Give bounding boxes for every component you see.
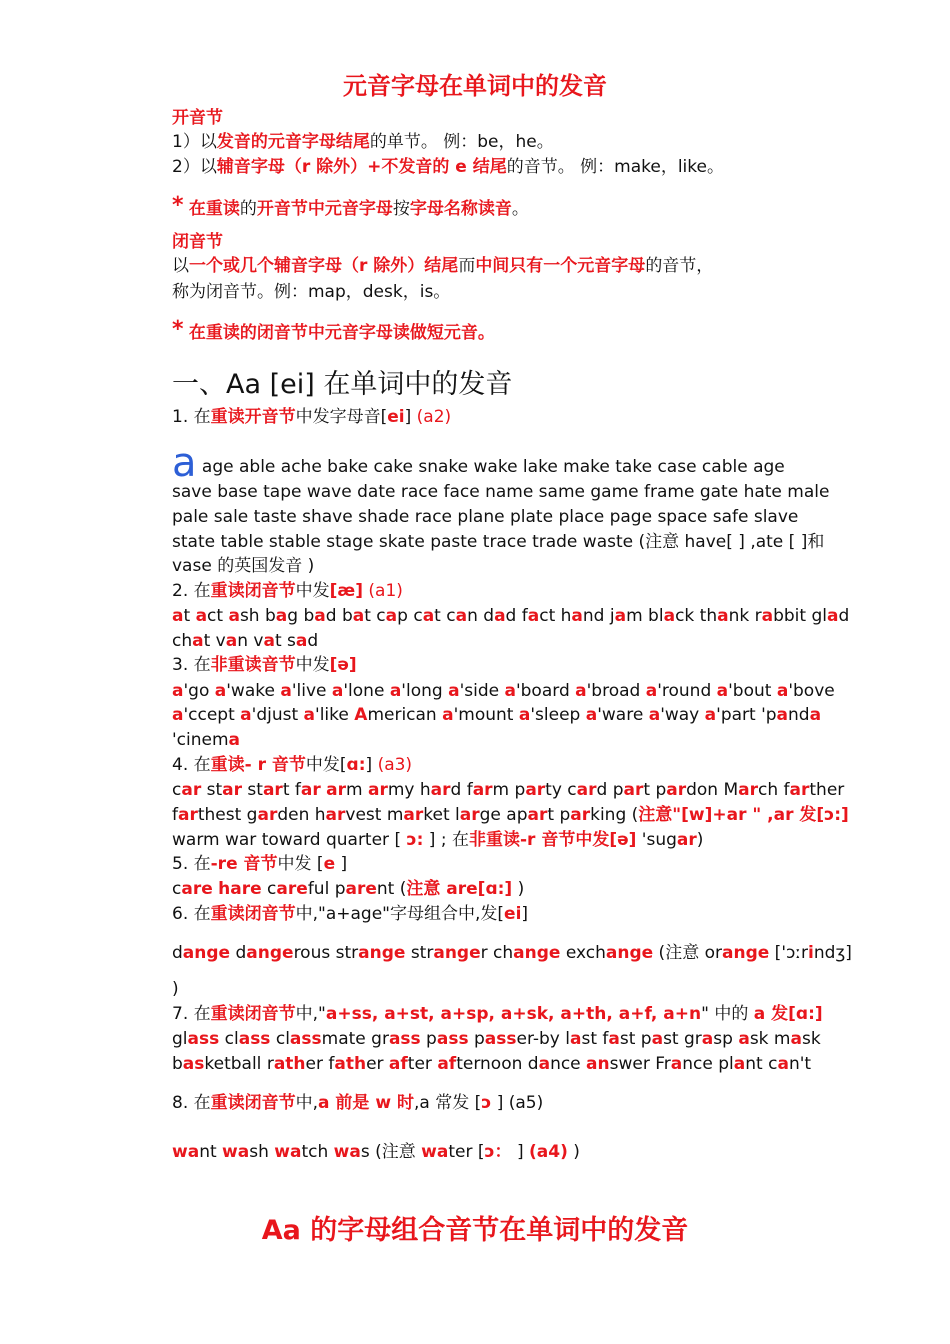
highlighted-letters: a bbox=[448, 681, 460, 701]
plain-text: tch bbox=[301, 1142, 334, 1162]
plain-text: king ( bbox=[590, 805, 639, 825]
highlighted-letters: ath bbox=[273, 1054, 306, 1074]
highlighted-letters: a bbox=[704, 705, 717, 725]
rule-4: 4. 在重读- r 音节中发[ɑ:] (a3) bbox=[172, 755, 413, 775]
highlighted-letters: a bbox=[776, 681, 789, 701]
open-syllable-note: * 在重读的开音节中元音字母按字母名称读音。 bbox=[172, 193, 529, 219]
highlighted-letters: a bbox=[670, 1054, 683, 1074]
highlighted-letters: are bbox=[345, 879, 377, 899]
highlighted-letters: a bbox=[733, 1054, 746, 1074]
rule-1: 1. 在重读开音节中发字母音[ei] (a2) bbox=[172, 407, 452, 427]
plain-text: exch bbox=[560, 943, 606, 963]
word-line-3: pale sale taste shave shade race plane plate place page space safe slave bbox=[172, 507, 799, 527]
plain-text: ct h bbox=[539, 606, 572, 626]
highlighted-letters: hare bbox=[218, 879, 262, 899]
plain-text: ther bbox=[809, 780, 845, 800]
highlighted-letters: a bbox=[389, 681, 402, 701]
big-letter-a: a bbox=[172, 440, 197, 486]
highlighted-letters: a bbox=[295, 631, 308, 651]
highlighted-letters: ange bbox=[246, 943, 294, 963]
plain-text: f bbox=[172, 805, 178, 825]
plain-text: st gr bbox=[663, 1029, 702, 1049]
highlighted-letters: 注意 are[ɑ:] bbox=[406, 879, 513, 899]
highlighted-letters: a bbox=[777, 1054, 789, 1074]
word-line-8 bbox=[172, 679, 835, 703]
highlighted-letters: a bbox=[331, 681, 344, 701]
highlighted-letters: a bbox=[263, 631, 275, 651]
highlighted-letters: ar bbox=[623, 780, 644, 800]
highlighted-letters: ange bbox=[182, 943, 231, 963]
plain-text: 'part 'p bbox=[716, 705, 777, 725]
plain-text: r ch bbox=[480, 943, 514, 963]
highlighted-letters: an bbox=[586, 1054, 610, 1074]
asterisk-icon: * bbox=[172, 317, 184, 342]
plain-text: m bl bbox=[626, 606, 664, 626]
word-line-19 bbox=[172, 1140, 580, 1164]
highlighted-letters: wa bbox=[333, 1142, 361, 1162]
highlighted-letters: a bbox=[701, 1029, 714, 1049]
open-syllable-heading: 开音节 bbox=[172, 108, 223, 128]
highlighted-letters: ar bbox=[403, 805, 424, 825]
bottom-title: Aa 的字母组合音节在单词中的发音 bbox=[261, 1215, 689, 1246]
plain-text: d b bbox=[325, 606, 353, 626]
highlighted-letters: a bbox=[422, 606, 435, 626]
plain-text: 'round bbox=[657, 681, 717, 701]
highlighted-letters: a bbox=[776, 705, 789, 725]
plain-text: rous str bbox=[293, 943, 359, 963]
highlighted-letters: ath bbox=[334, 1054, 367, 1074]
highlighted-letters: af bbox=[437, 1054, 457, 1074]
open-syllable-line-1: 1）以发音的元音字母结尾的单节。 例：be，he。 bbox=[172, 132, 554, 152]
highlighted-letters: a bbox=[172, 705, 184, 725]
highlighted-letters: ar bbox=[472, 780, 493, 800]
plain-text: n d bbox=[467, 606, 495, 626]
word-line-10 bbox=[172, 728, 240, 752]
plain-text: mate gr bbox=[321, 1029, 389, 1049]
plain-text: d f bbox=[505, 606, 528, 626]
plain-text: sh b bbox=[239, 606, 276, 626]
plain-text: don M bbox=[686, 780, 739, 800]
plain-text: ) bbox=[567, 1142, 580, 1162]
plain-text: nce pl bbox=[682, 1054, 734, 1074]
highlighted-letters: a bbox=[228, 606, 240, 626]
plain-text: ) bbox=[512, 879, 525, 899]
highlighted-letters: ar bbox=[525, 780, 546, 800]
plain-text: ch f bbox=[758, 780, 790, 800]
plain-text: sk bbox=[801, 1029, 821, 1049]
plain-text: nk r bbox=[728, 606, 762, 626]
highlighted-letters: a bbox=[527, 606, 540, 626]
plain-text: d bbox=[307, 631, 319, 651]
plain-text: 'bout bbox=[728, 681, 777, 701]
highlighted-letters: A bbox=[354, 705, 368, 725]
plain-text: ndʒ] bbox=[813, 943, 852, 963]
highlighted-letters: wa bbox=[274, 1142, 302, 1162]
plain-text: 'mount bbox=[453, 705, 519, 725]
highlighted-letters: a bbox=[195, 606, 208, 626]
plain-text: c bbox=[261, 879, 277, 899]
highlighted-letters: ar bbox=[262, 780, 283, 800]
plain-text: ket l bbox=[423, 805, 460, 825]
highlighted-letters: a bbox=[314, 606, 326, 626]
highlighted-letters: a bbox=[571, 606, 583, 626]
plain-text: 'live bbox=[291, 681, 332, 701]
highlighted-letters: a bbox=[303, 705, 316, 725]
highlighted-letters: a bbox=[826, 606, 839, 626]
highlighted-letters: a bbox=[809, 705, 822, 725]
plain-text: s (注意 bbox=[360, 1142, 422, 1162]
rule-8: 8. 在重读闭音节中,a 前是 w 时,a 常发 [ɔ ] (a5) bbox=[172, 1093, 544, 1113]
highlighted-letters: a bbox=[717, 606, 729, 626]
highlighted-letters: a bbox=[192, 631, 204, 651]
closed-syllable-note: * 在重读的闭音节中元音字母读做短元音。 bbox=[172, 317, 495, 343]
plain-text: nt bbox=[199, 1142, 223, 1162]
plain-text: t p bbox=[547, 805, 571, 825]
word-line-9 bbox=[172, 703, 821, 727]
highlighted-letters: are bbox=[276, 879, 308, 899]
highlighted-letters: ar bbox=[789, 780, 810, 800]
highlighted-letters: ar bbox=[222, 780, 243, 800]
highlighted-letters: ar bbox=[325, 805, 346, 825]
plain-text: 'bove bbox=[788, 681, 835, 701]
highlighted-letters: a bbox=[504, 681, 516, 701]
plain-text: thest g bbox=[197, 805, 258, 825]
asterisk-icon: * bbox=[172, 193, 184, 218]
plain-text: sk m bbox=[749, 1029, 791, 1049]
highlighted-letters: ar bbox=[367, 780, 388, 800]
plain-text: er f bbox=[305, 1054, 335, 1074]
highlighted-letters: 注意"[w]+ar " ,ar 发[ɔ:] bbox=[638, 805, 849, 825]
plain-text: cl bbox=[219, 1029, 239, 1049]
plain-text: m p bbox=[492, 780, 526, 800]
word-line-18 bbox=[172, 1052, 811, 1076]
plain-text: 'like bbox=[315, 705, 355, 725]
plain-text: er-by l bbox=[516, 1029, 570, 1049]
highlighted-letters: a bbox=[172, 681, 184, 701]
plain-text: t c bbox=[364, 606, 386, 626]
highlighted-letters: a bbox=[240, 705, 252, 725]
plain-text: t p bbox=[643, 780, 667, 800]
highlighted-letters: a bbox=[352, 606, 365, 626]
highlighted-letters: a bbox=[494, 606, 506, 626]
word-line-15 bbox=[172, 941, 852, 965]
plain-text: d bbox=[838, 606, 850, 626]
plain-text: 'cinem bbox=[172, 730, 229, 750]
plain-text: st f bbox=[581, 1029, 609, 1049]
plain-text: nd j bbox=[582, 606, 615, 626]
highlighted-letters: a bbox=[455, 606, 468, 626]
plain-text: sh bbox=[249, 1142, 275, 1162]
plain-text: 'sleep bbox=[530, 705, 586, 725]
plain-text: ['ɔːr bbox=[769, 943, 809, 963]
plain-text: nt c bbox=[745, 1054, 778, 1074]
plain-text: 'ware bbox=[597, 705, 649, 725]
highlighted-letters: a bbox=[645, 681, 658, 701]
highlighted-letters: ar bbox=[300, 780, 321, 800]
plain-text: nce bbox=[550, 1054, 587, 1074]
plain-text: ful p bbox=[307, 879, 346, 899]
highlighted-letters: ar bbox=[181, 780, 202, 800]
word-line-7 bbox=[172, 629, 318, 653]
highlighted-letters: a bbox=[442, 705, 454, 725]
plain-text: ketball r bbox=[204, 1054, 274, 1074]
plain-text: b bbox=[172, 1054, 183, 1074]
highlighted-letters: a bbox=[608, 1029, 620, 1049]
rule-2: 2. 在重读闭音节中发[æ] (a1) bbox=[172, 581, 403, 601]
highlighted-letters: ass bbox=[187, 1029, 220, 1049]
plain-text: vest m bbox=[345, 805, 404, 825]
highlighted-letters: wa bbox=[421, 1142, 449, 1162]
plain-text: swer Fr bbox=[609, 1054, 671, 1074]
plain-text: er bbox=[366, 1054, 389, 1074]
highlighted-letters: ass bbox=[289, 1029, 322, 1049]
highlighted-letters: a bbox=[648, 705, 661, 725]
word-line-11 bbox=[172, 778, 844, 802]
highlighted-letters: a bbox=[569, 1029, 582, 1049]
plain-text: 'long bbox=[401, 681, 449, 701]
plain-text: ck th bbox=[675, 606, 718, 626]
closed-syllable-heading: 闭音节 bbox=[172, 232, 223, 252]
plain-text: t bbox=[183, 606, 196, 626]
plain-text: ter bbox=[407, 1054, 438, 1074]
plain-text: 'go bbox=[183, 681, 215, 701]
highlighted-letters: a bbox=[214, 681, 227, 701]
plain-text: 'djust bbox=[251, 705, 304, 725]
plain-text: t c bbox=[434, 606, 456, 626]
highlighted-letters: ass bbox=[436, 1029, 469, 1049]
plain-text: my h bbox=[387, 780, 431, 800]
word-line-5: vase 的英国发音 ) bbox=[172, 556, 315, 576]
plain-text: st bbox=[242, 780, 263, 800]
plain-text: n't bbox=[788, 1054, 812, 1074]
highlighted-letters: i bbox=[808, 943, 814, 963]
plain-text: 'way bbox=[660, 705, 705, 725]
highlighted-letters: as bbox=[182, 1054, 205, 1074]
highlighted-letters: a bbox=[228, 730, 241, 750]
plain-text: g b bbox=[287, 606, 315, 626]
plain-text: p bbox=[420, 1029, 437, 1049]
plain-text: ternoon d bbox=[456, 1054, 539, 1074]
rule-5: 5. 在-re 音节中发 [e ] bbox=[172, 854, 348, 874]
plain-text: gl bbox=[172, 1029, 188, 1049]
plain-text: c bbox=[172, 780, 182, 800]
page-title: 元音字母在单词中的发音 bbox=[343, 72, 607, 100]
highlighted-letters: a bbox=[738, 1029, 750, 1049]
plain-text: nt ( bbox=[376, 879, 407, 899]
highlighted-letters: wa bbox=[172, 1142, 200, 1162]
highlighted-letters: ar bbox=[178, 805, 198, 825]
plain-text: merican bbox=[367, 705, 443, 725]
word-line-4: state table stable stage skate paste trace trade waste (注意 have[ ] ,ate [ ]和 bbox=[172, 532, 825, 552]
highlighted-letters: ar bbox=[576, 780, 597, 800]
highlighted-letters: a bbox=[651, 1029, 664, 1049]
plain-text: 'ccept bbox=[183, 705, 241, 725]
plain-text: sp bbox=[713, 1029, 739, 1049]
highlighted-letters: a bbox=[172, 606, 184, 626]
word-line-12 bbox=[172, 803, 849, 827]
plain-text: st bbox=[201, 780, 223, 800]
plain-text: ct bbox=[207, 606, 229, 626]
word-line-16: ) bbox=[172, 979, 179, 999]
highlighted-letters: ange bbox=[358, 943, 406, 963]
highlighted-letters: ɔ： bbox=[484, 1142, 512, 1162]
plain-text: t f bbox=[282, 780, 301, 800]
plain-text: st p bbox=[619, 1029, 652, 1049]
highlighted-letters: a bbox=[761, 606, 774, 626]
rule-3: 3. 在非重读音节中发[ə] bbox=[172, 655, 357, 675]
word-line-14 bbox=[172, 877, 524, 901]
highlighted-letters: (a4) bbox=[529, 1142, 568, 1162]
plain-text: ty c bbox=[545, 780, 577, 800]
highlighted-letters: ar bbox=[527, 805, 548, 825]
word-line-17 bbox=[172, 1027, 821, 1051]
highlighted-letters: ar bbox=[666, 780, 687, 800]
plain-text: 'lone bbox=[343, 681, 390, 701]
plain-text: ch bbox=[172, 631, 193, 651]
closed-syllable-line-2: 称为闭音节。例：map，desk，is。 bbox=[172, 282, 451, 302]
highlighted-letters: ass bbox=[238, 1029, 271, 1049]
highlighted-letters: ar bbox=[459, 805, 480, 825]
plain-text: d f bbox=[450, 780, 473, 800]
rule-6: 6. 在重读闭音节中,"a+age"字母组合中,发[ei] bbox=[172, 904, 529, 924]
highlighted-letters: a bbox=[275, 606, 288, 626]
plain-text: 'wake bbox=[226, 681, 281, 701]
plain-text: bbit gl bbox=[773, 606, 827, 626]
plain-text: c bbox=[172, 879, 182, 899]
section-heading: 一、Aa [ei] 在单词中的发音 bbox=[172, 369, 513, 400]
open-syllable-line-2: 2）以辅音字母（r 除外）+不发音的 e 结尾的音节。 例：make，like。 bbox=[172, 157, 724, 177]
highlighted-letters: a bbox=[585, 705, 598, 725]
highlighted-letters: a bbox=[663, 606, 676, 626]
plain-text: p bbox=[468, 1029, 485, 1049]
highlighted-letters: a bbox=[538, 1054, 551, 1074]
plain-text: 'board bbox=[515, 681, 576, 701]
closed-syllable-line-1: 以一个或几个辅音字母（r 除外）结尾而中间只有一个元音字母的音节， bbox=[172, 256, 714, 276]
plain-text: nd bbox=[788, 705, 810, 725]
plain-text: den h bbox=[277, 805, 326, 825]
plain-text: d bbox=[172, 943, 183, 963]
rule-7: 7. 在重读闭音节中,"a+ss, a+st, a+sp, a+sk, a+th, a+f, a+n" 中的 a 发[ɑ:] bbox=[172, 1004, 823, 1024]
highlighted-letters: ange bbox=[605, 943, 654, 963]
highlighted-letters: wa bbox=[222, 1142, 250, 1162]
plain-text: t s bbox=[274, 631, 296, 651]
highlighted-letters: af bbox=[388, 1054, 408, 1074]
highlighted-letters: a bbox=[280, 681, 292, 701]
highlighted-letters: ar bbox=[326, 780, 346, 800]
word-line-13: warm war toward quarter [ ɔ: ] ; 在非重读-r 音节中发[ə] 'sugar) bbox=[172, 830, 704, 850]
highlighted-letters: a bbox=[575, 681, 587, 701]
highlighted-letters: ass bbox=[484, 1029, 517, 1049]
highlighted-letters: a bbox=[614, 606, 627, 626]
plain-text: (注意 or bbox=[653, 943, 722, 963]
highlighted-letters: ass bbox=[388, 1029, 421, 1049]
word-line-1: a age able ache bake cake snake wake lake make take case cable age bbox=[172, 440, 785, 486]
word-line-6 bbox=[172, 604, 849, 628]
plain-text: t v bbox=[203, 631, 226, 651]
plain-text: ] bbox=[511, 1142, 530, 1162]
word-line-2: save base tape wave date race face name same game frame gate hate male bbox=[172, 482, 830, 502]
highlighted-letters: ar bbox=[257, 805, 278, 825]
plain-text: 'side bbox=[459, 681, 505, 701]
highlighted-letters: ange bbox=[722, 943, 770, 963]
plain-text: ter [ bbox=[448, 1142, 485, 1162]
plain-text: d bbox=[230, 943, 247, 963]
highlighted-letters: a bbox=[790, 1029, 802, 1049]
highlighted-letters: a bbox=[225, 631, 238, 651]
highlighted-letters: ar bbox=[430, 780, 451, 800]
highlighted-letters: ange bbox=[513, 943, 561, 963]
highlighted-letters: a bbox=[385, 606, 398, 626]
highlighted-letters: a bbox=[518, 705, 531, 725]
highlighted-letters: ar bbox=[738, 780, 759, 800]
plain-text: ge ap bbox=[479, 805, 528, 825]
highlighted-letters: ar bbox=[570, 805, 591, 825]
plain-text: d p bbox=[596, 780, 624, 800]
plain-text: p c bbox=[397, 606, 423, 626]
plain-text: n v bbox=[237, 631, 264, 651]
plain-text: cl bbox=[270, 1029, 290, 1049]
highlighted-letters: are bbox=[181, 879, 213, 899]
plain-text: str bbox=[405, 943, 434, 963]
plain-text: 'broad bbox=[586, 681, 646, 701]
plain-text: m bbox=[346, 780, 368, 800]
highlighted-letters: ange bbox=[433, 943, 481, 963]
highlighted-letters: a bbox=[716, 681, 729, 701]
